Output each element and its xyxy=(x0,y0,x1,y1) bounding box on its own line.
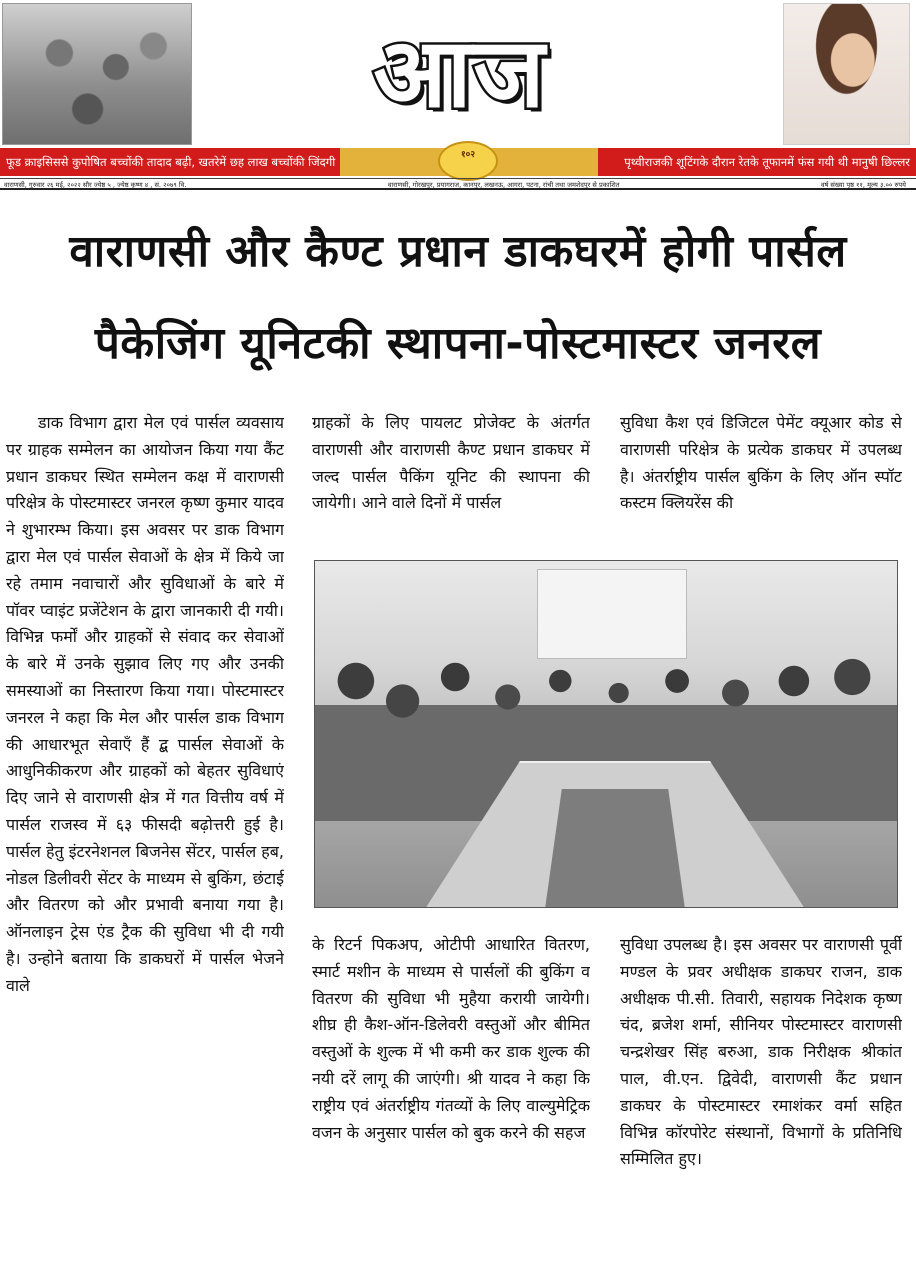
headline-line-2: पैकेजिंग यूनिटकी स्थापना-पोस्टमास्टर जनरल xyxy=(94,318,822,369)
article-column-1 xyxy=(6,410,284,1278)
teaser-right: पृथ्वीराजकी शूटिंगके दौरान रेतके तूफानमें फंस गयी थी मानुषी छिल्लर xyxy=(598,148,916,176)
newspaper-logo: आज xyxy=(373,17,547,129)
dateline-editions: वाराणसी, गोरखपुर, प्रयागराज, कानपुर, लखनऊ, आगरा, पटना, रांची तथा जमशेदपुर से प्रकाशित xyxy=(387,181,620,189)
dateline xyxy=(0,178,916,190)
article-column-2-top-text: ग्राहकों के लिए पायलट प्रोजेक्ट के अंतर्गत वाराणसी और वाराणसी कैण्ट प्रधान डाकघर में जल्द पार्सल पैकिंग यूनिट की स्थापना की जायेगी। आने वाले दिनों में पार्सल xyxy=(312,413,590,513)
badge-number: १०२ xyxy=(460,150,476,160)
article-column-2-bottom-text: के रिटर्न पिकअप, ओटीपी आधारित वितरण, स्मार्ट मशीन के माध्यम से पार्सलों की बुकिंग व वितरण की सुविधा भी मुहैया करायी जायेगी। शीघ्र ही कैश-ऑन-डिलेवरी वस्तुओं और बीमित वस्तुओं के शुल्क में भी कमी कर डाक शुल्क की नयी दरें लागू की जाएंगी। श्री यादव ने कहा कि राष्ट्रीय एवं अंतर्राष्ट्रीय गंतव्यों के लिए वाल्युमेट्रिक वजन के अनुसार पार्सल को बुक करने की सहज xyxy=(312,935,590,1142)
photo-table-center xyxy=(545,789,685,908)
dateline-date: वाराणसी, गुरुवार २६ मई, २०२२ सौर ज्येष्ठ ५ , ज्येष्ठ कृष्ण ४ , सं. २०७९ वि. xyxy=(4,181,187,189)
masthead xyxy=(0,0,916,190)
article-column-1-text: डाक विभाग द्वारा मेल एवं पार्सल व्यवसाय पर ग्राहक सम्मेलन का आयोजन किया गया कैंट प्रधान डाकघर स्थित सम्मेलन कक्ष में वाराणसी परिक्षेत्र के पोस्टमास्टर जनरल कृष्ण कुमार यादव ने शुभारम्भ किया। इस अवसर पर डाक विभाग द्वारा मेल एवं पार्सल सेवाओं के क्षेत्र में किये जा रहे तमाम नवाचारों और सुविधाओं के बारे में पॉवर प्वाइंट प्रजेंटेशन के द्वारा जानकारी दी गयी। विभिन्न फर्मों और ग्राहकों से संवाद कर सेवाओं के बारे में उनके सुझाव लिए गए और उनकी समस्याओं का निस्तारण किया गया। पोस्टमास्टर जनरल ने कहा कि मेल और पार्सल डाक विभाग की आधारभूत सेवाएँ हैं द्ब पार्सल सेवाओं के आधुनिकीकरण और ग्राहकों को बेहतर सुविधाएं दिए जाने से वाराणसी क्षेत्र में गत वित्तीय वर्ष में पार्सल राजस्व में ६३ फीसदी बढ़ोत्तरी हुई है। पार्सल हेतु इंटरनेशनल बिजनेस सेंटर, पार्सल हब, नोडल डिलीवरी सेंटर के माध्यम से बुकिंग, छंटाई और वितरण को और प्रभावी बनाया गया है। ऑनलाइन ट्रेस एंड ट्रैक की सुविधा भी दी गयी है। उन्होने बताया कि डाकघरों में पार्सल भेजने वाले xyxy=(6,413,284,995)
meeting-photo xyxy=(314,560,898,908)
teaser-left: फूड क्राइसिससे कुपोषित बच्चोंकी तादाद बढ़ी, खतरेमें छह लाख बच्चोंकी जिंदगी xyxy=(0,148,340,176)
article-column-2-top xyxy=(312,410,590,552)
article-column-3-top-text: सुविधा कैश एवं डिजिटल पेमेंट क्यूआर कोड से वाराणसी परिक्षेत्र के प्रत्येक डाकघर में उपलब्ध है। अंतर्राष्ट्रीय पार्सल बुकिंग के लिए ऑन स्पॉट कस्टम क्लियरेंस की xyxy=(620,413,902,513)
article-column-3-bottom xyxy=(620,932,902,1278)
dateline-issue: वर्ष संख्या पृष्ठ ११, मूल्य ३.०० रुपये xyxy=(820,181,906,189)
article-column-3-top xyxy=(620,410,902,552)
children-photo xyxy=(2,3,192,145)
headline-line-1: वाराणसी और कैण्ट प्रधान डाकघरमें होगी पार्सल xyxy=(69,226,847,277)
anniversary-badge xyxy=(438,141,498,181)
article-column-2-bottom xyxy=(312,932,590,1278)
article-column-3-bottom-text: सुविधा उपलब्ध है। इस अवसर पर वाराणसी पूर्वी मण्डल के प्रवर अधीक्षक डाकघर राजन, डाक अधीक्षक पी.सी. तिवारी, सहायक निदेशक कृष्ण चंद, ब्रजेश शर्मा, सीनियर पोस्टमास्टर वाराणसी चन्द्रशेखर सिंह बरुआ, डाक निरीक्षक श्रीकांत पाल, वी.एन. द्विवेदी, वाराणसी कैंट प्रधान डाकघर के पोस्टमास्टर रमाशंकर वर्मा सहित विभिन्न कॉरपोरेट संस्थानों, विभागों के प्रतिनिधि सम्मिलित हुए। xyxy=(620,935,902,1169)
actress-photo xyxy=(783,3,910,145)
headline xyxy=(0,206,916,390)
